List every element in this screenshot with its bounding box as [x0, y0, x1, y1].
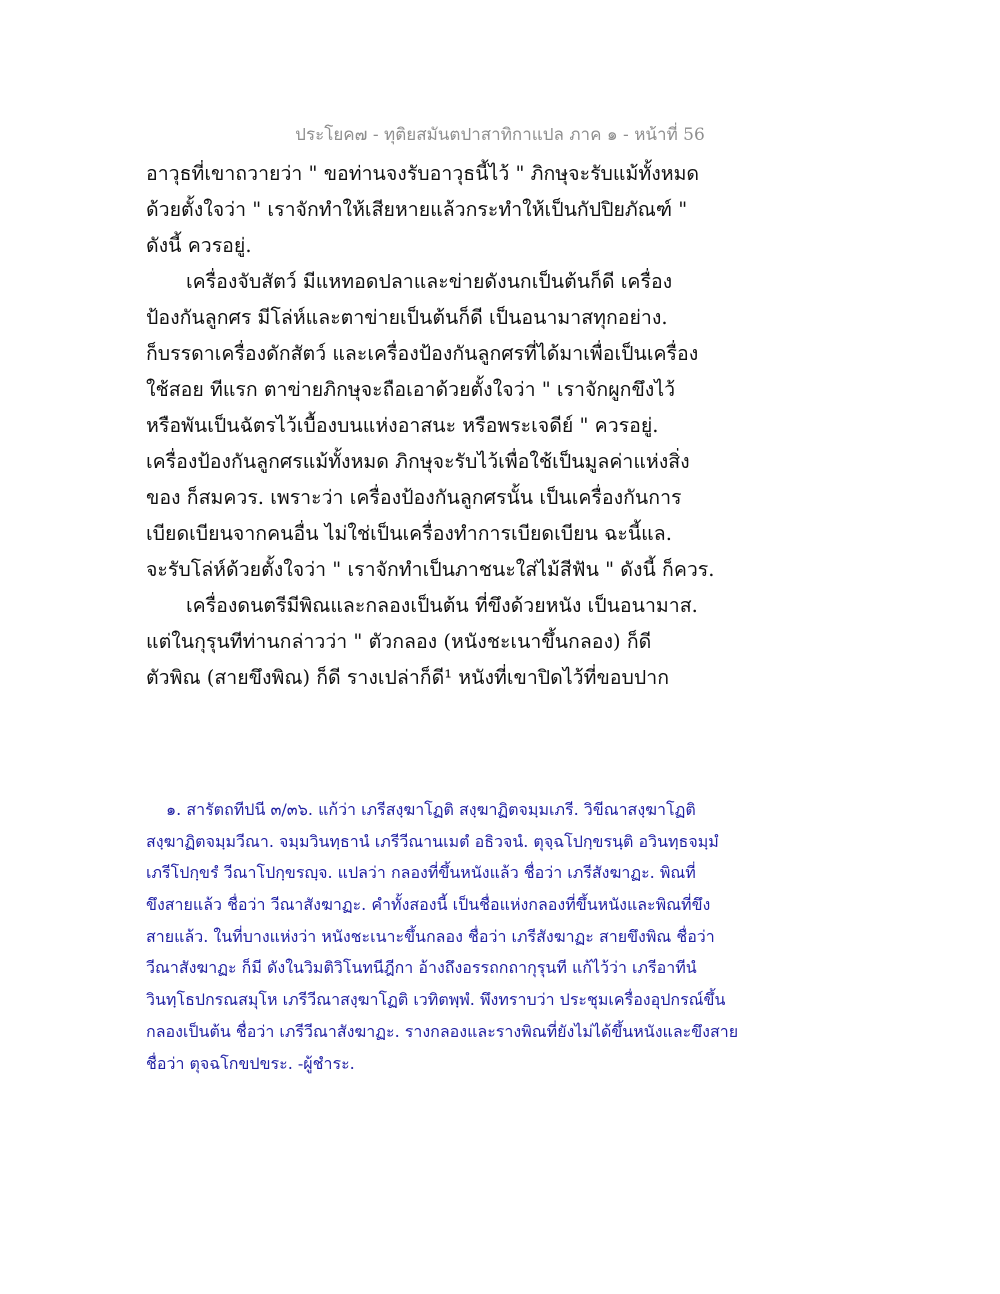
text-line: อาวุธที่เขาถวายว่า " ขอท่านจงรับอาวุธนี้ไว้ " ภิกษุจะรับแม้ทั้งหมด [146, 162, 700, 185]
text-line: แต่ในกุรุนทีท่านกล่าวว่า " ตัวกลอง (หนังชะเนาขึ้นกลอง) ก็ดี [146, 630, 652, 653]
text-line: เครื่องจับสัตว์ มีแหทอดปลาและข่ายดังนกเป็นต้นก็ดี เครื่อง [186, 270, 673, 293]
footnote-line: วีณาสังฆาฏะ ก็มี ดังในวิมติวิโนทนีฎีกา อ้างถึงอรรถกถากุรุนที แก้ไว้ว่า เภรีอาทีนํ [146, 958, 697, 978]
text-line: ก็บรรดาเครื่องดักสัตว์ และเครื่องป้องกันลูกศรที่ได้มาเพื่อเป็นเครื่อง [146, 342, 699, 365]
footnote-line: ๑. สารัตถทีปนี ๓/๓๖. แก้ว่า เภรีสงฺฆาโฏติ สงฺฆาฏิตจมฺมเภรี. วิขีณาสงฺฆาโฏติ [166, 800, 696, 819]
footnote [146, 794, 786, 1079]
text-line: เครื่องดนตรีมีพิณและกลองเป็นต้น ที่ขึงด้วยหนัง เป็นอนามาส. [186, 594, 698, 617]
text-line: ของ ก็สมควร. เพราะว่า เครื่องป้องกันลูกศรนั้น เป็นเครื่องกันการ [146, 486, 682, 509]
footnote-line: ชื่อว่า ตุจฉโกขปขระ. -ผู้ชำระ. [146, 1053, 355, 1073]
footnote-line: วินทฺโธปกรณสมุโห เภรีวีณาสงฺฆาโฏติ เวทิตพฺพํ. พึงทราบว่า ประชุมเครื่องอุปกรณ์ขึ้น [146, 990, 726, 1010]
footnote-line: กลองเป็นต้น ชื่อว่า เภรีวีณาสังฆาฏะ. รางกลองและรางพิณที่ยังไม่ได้ขึ้นหนังและขึงสาย [146, 1021, 739, 1041]
main-text [146, 156, 766, 696]
text-line: เบียดเบียนจากคนอื่น ไม่ใช่เป็นเครื่องทำการเบียดเบียน ฉะนี้แล. [146, 522, 672, 545]
footnote-line: เภรีโปกฺขรํ วีณาโปกฺขรญฺจ. แปลว่า กลองที่ขึ้นหนังแล้ว ชื่อว่า เภรีสังฆาฏะ. พิณที่ [146, 863, 696, 883]
footnote-line: สงฺฆาฏิตจมฺมวีณา. จมฺมวินทฺธานํ เภรีวีณานเมตํ อธิวจนํ. ตุจฺฉโปกฺขรนฺติ อวินทฺธจมฺมํ [146, 831, 719, 851]
footnote-line: ขึงสายแล้ว ชื่อว่า วีณาสังฆาฏะ. คำทั้งสองนี้ เป็นชื่อแห่งกลองที่ขึ้นหนังและพิณที่ขึง [146, 895, 711, 915]
text-line: ตัวพิณ (สายขึงพิณ) ก็ดี รางเปล่าก็ดี¹ หนังที่เขาปิดไว้ที่ขอบปาก [146, 666, 669, 689]
text-line: ดังนี้ ควรอยู่. [146, 234, 252, 257]
text-line: หรือพันเป็นฉัตรไว้เบื้องบนแห่งอาสนะ หรือพระเจดีย์ " ควรอยู่. [146, 414, 659, 437]
page-header: ประโยค๗ - ทุติยสมันตปาสาทิกาแปล ภาค ๑ - หน้าที่ 56 [295, 125, 705, 145]
text-line: จะรับโล่ห์ด้วยตั้งใจว่า " เราจักทำเป็นภาชนะใส่ไม้สีฟัน " ดังนี้ ก็ควร. [146, 558, 715, 581]
text-line: เครื่องป้องกันลูกศรแม้ทั้งหมด ภิกษุจะรับไว้เพื่อใช้เป็นมูลค่าแห่งสิ่ง [146, 450, 690, 473]
text-line: ป้องกันลูกศร มีโล่ห์และตาข่ายเป็นต้นก็ดี เป็นอนามาสทุกอย่าง. [146, 306, 668, 329]
text-line: ใช้สอย ทีแรก ตาข่ายภิกษุจะถือเอาด้วยตั้งใจว่า " เราจักผูกขึงไว้ [146, 378, 676, 401]
text-line: ด้วยตั้งใจว่า " เราจักทำให้เสียหายแล้วกระทำให้เป็นกัปปิยภัณฑ์ " [146, 198, 688, 221]
footnote-line: สายแล้ว. ในที่บางแห่งว่า หนังชะเนาะขึ้นกลอง ชื่อว่า เภรีสังฆาฏะ สายขึงพิณ ชื่อว่า [146, 926, 715, 946]
